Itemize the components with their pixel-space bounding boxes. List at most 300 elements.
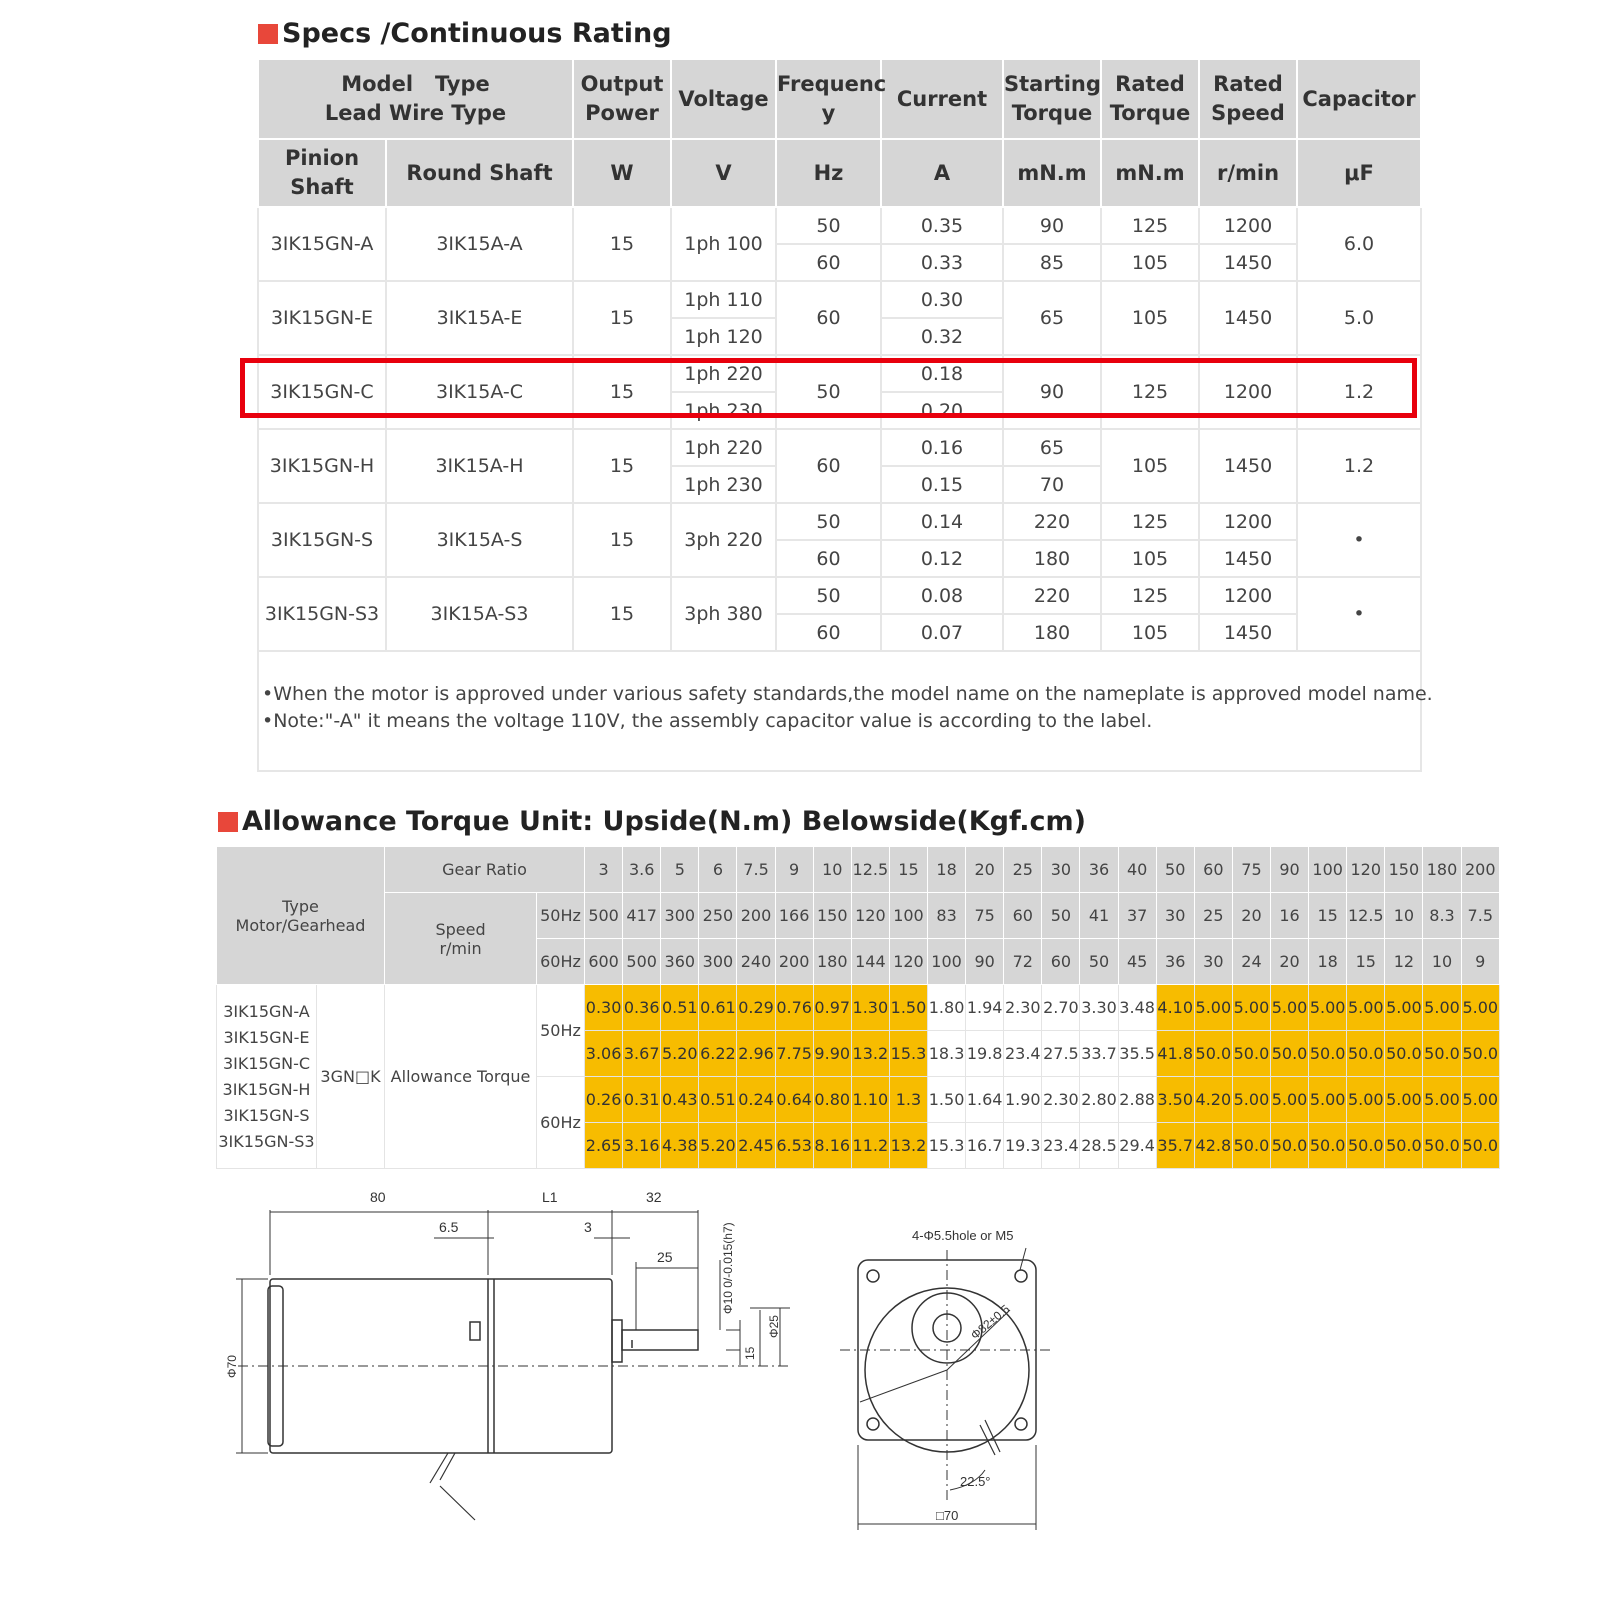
output-power-cell: 15 <box>573 355 671 429</box>
torque-value-cell: 2.30 <box>1042 1077 1080 1123</box>
gear-ratio-cell: 60 <box>1194 847 1232 893</box>
voltage-cell: 1ph 120 <box>671 318 776 355</box>
torque-value-cell: 50.0 <box>1309 1123 1347 1169</box>
dim-225-label: 22.5° <box>960 1474 991 1489</box>
hole-label: 4-Φ5.5hole or M5 <box>912 1228 1014 1243</box>
speed-60-cell: 18 <box>1309 939 1347 985</box>
rated-speed-cell: 1450 <box>1199 281 1297 355</box>
torque-value-cell: 50.0 <box>1194 1031 1232 1077</box>
gear-ratio-row <box>217 847 1500 893</box>
speed-60-cell: 10 <box>1423 939 1461 985</box>
speed-50-cell: 8.3 <box>1423 893 1461 939</box>
speed-50-cell: 20 <box>1232 893 1270 939</box>
torque-value-cell: 5.00 <box>1385 1077 1423 1123</box>
torque-value-cell: 50.0 <box>1309 1031 1347 1077</box>
gear-ratio-cell: 5 <box>661 847 699 893</box>
gear-ratio-cell: 9 <box>775 847 813 893</box>
torque-value-cell: 15.3 <box>928 1123 966 1169</box>
rated-speed-cell: 1450 <box>1199 540 1297 577</box>
capacitor-cell: 1.2 <box>1297 429 1421 503</box>
speed-60-cell: 15 <box>1347 939 1385 985</box>
torque-value-cell: 1.80 <box>928 985 966 1031</box>
current-cell: 0.15 <box>881 466 1003 503</box>
speed-50-cell: 166 <box>775 893 813 939</box>
torque-value-cell: 0.51 <box>661 985 699 1031</box>
unit-w: W <box>573 139 671 207</box>
motor-type-item: 3IK15GN-C <box>222 1053 311 1073</box>
torque-value-cell: 50.0 <box>1423 1123 1461 1169</box>
frequency-header: Frequenc y <box>776 59 881 139</box>
gear-ratio-cell: 100 <box>1309 847 1347 893</box>
torque-value-cell: 0.76 <box>775 985 813 1031</box>
voltage-cell: 1ph 230 <box>671 466 776 503</box>
rated-speed-cell: 1200 <box>1199 207 1297 244</box>
round-shaft-cell: 3IK15A-S <box>386 503 573 577</box>
starting-torque-cell: 180 <box>1003 540 1101 577</box>
speed-50-cell: 200 <box>737 893 775 939</box>
allowance-torque-label: Allowance Torque <box>385 985 537 1169</box>
voltage-cell: 3ph 380 <box>671 577 776 651</box>
output-power-cell: 15 <box>573 207 671 281</box>
torque-value-cell: 1.50 <box>889 985 927 1031</box>
speed-50-cell: 30 <box>1156 893 1194 939</box>
motor-type-item: 3IK15GN-A <box>223 1001 310 1021</box>
torque-value-cell: 7.75 <box>775 1031 813 1077</box>
speed-60-cell: 30 <box>1194 939 1232 985</box>
unit-starting-torque: mN.m <box>1003 139 1101 207</box>
spec-header-row-2 <box>258 139 1421 207</box>
torque-value-cell: 0.26 <box>585 1077 623 1123</box>
torque-row <box>217 985 1500 1031</box>
rated-speed-cell: 1200 <box>1199 503 1297 540</box>
output-power-cell: 15 <box>573 281 671 355</box>
current-cell: 0.20 <box>881 392 1003 429</box>
starting-torque-cell: 180 <box>1003 614 1101 651</box>
speed-60-cell: 180 <box>813 939 851 985</box>
rated-torque-cell: 105 <box>1101 429 1199 503</box>
speed-60-cell: 12 <box>1385 939 1423 985</box>
dim-sq70-label: □70 <box>936 1508 959 1523</box>
rated-torque-cell: 125 <box>1101 207 1199 244</box>
torque-value-cell: 0.24 <box>737 1077 775 1123</box>
title-square-icon <box>218 812 238 832</box>
torque-value-cell: 5.00 <box>1194 985 1232 1031</box>
torque-value-cell: 6.53 <box>775 1123 813 1169</box>
torque-value-cell: 2.30 <box>1004 985 1042 1031</box>
output-power-cell: 15 <box>573 429 671 503</box>
torque-value-cell: 5.20 <box>661 1031 699 1077</box>
unit-uf: μF <box>1297 139 1421 207</box>
torque-value-cell: 15.3 <box>889 1031 927 1077</box>
torque-value-cell: 18.3 <box>928 1031 966 1077</box>
pinion-shaft-cell: 3IK15GN-A <box>258 207 386 281</box>
torque-value-cell: 0.31 <box>623 1077 661 1123</box>
torque-value-cell: 3.48 <box>1118 985 1156 1031</box>
unit-v: V <box>671 139 776 207</box>
speed-50-cell: 150 <box>813 893 851 939</box>
rated-torque-cell: 105 <box>1101 244 1199 281</box>
note-1: •When the motor is approved under various safety standards,the model name on the nameplate is approved model name. <box>262 683 1433 705</box>
dim-80-label: 80 <box>370 1190 386 1205</box>
torque-value-cell: 35.5 <box>1118 1031 1156 1077</box>
rated-torque-cell: 125 <box>1101 503 1199 540</box>
torque-table-body <box>217 847 1500 1169</box>
torque-value-cell: 5.00 <box>1423 985 1461 1031</box>
speed-50-cell: 41 <box>1080 893 1118 939</box>
voltage-cell: 1ph 220 <box>671 429 776 466</box>
voltage-cell: 1ph 220 <box>671 355 776 392</box>
torque-value-cell: 3.67 <box>623 1031 661 1077</box>
unit-hz: Hz <box>776 139 881 207</box>
speed-50-cell: 500 <box>585 893 623 939</box>
rated-speed-cell: 1200 <box>1199 355 1297 429</box>
torque-value-cell: 29.4 <box>1118 1123 1156 1169</box>
starting-torque-cell: 65 <box>1003 281 1101 355</box>
current-cell: 0.30 <box>881 281 1003 318</box>
torque-value-cell: 0.51 <box>699 1077 737 1123</box>
frequency-cell: 60 <box>776 281 881 355</box>
gear-ratio-cell: 15 <box>889 847 927 893</box>
torque-value-cell: 41.8 <box>1156 1031 1194 1077</box>
pinion-shaft-cell: 3IK15GN-S <box>258 503 386 577</box>
torque-value-cell: 5.00 <box>1309 1077 1347 1123</box>
current-cell: 0.33 <box>881 244 1003 281</box>
torque-value-cell: 1.90 <box>1004 1077 1042 1123</box>
torque-value-cell: 0.80 <box>813 1077 851 1123</box>
torque-value-cell: 0.30 <box>585 985 623 1031</box>
unit-a: A <box>881 139 1003 207</box>
torque-value-cell: 50.0 <box>1271 1123 1309 1169</box>
torque-value-cell: 50.0 <box>1461 1031 1499 1077</box>
capacitor-cell: 1.2 <box>1297 355 1421 429</box>
output-power-cell: 15 <box>573 503 671 577</box>
torque-value-cell: 5.00 <box>1309 985 1347 1031</box>
voltage-cell: 3ph 220 <box>671 503 776 577</box>
torque-value-cell: 2.65 <box>585 1123 623 1169</box>
torque-value-cell: 0.36 <box>623 985 661 1031</box>
frequency-cell: 50 <box>776 207 881 244</box>
torque-value-cell: 5.00 <box>1347 985 1385 1031</box>
torque-value-cell: 9.90 <box>813 1031 851 1077</box>
starting-torque-cell: 90 <box>1003 207 1101 244</box>
current-cell: 0.16 <box>881 429 1003 466</box>
spec-row <box>258 355 1421 392</box>
torque-value-cell: 11.2 <box>851 1123 889 1169</box>
starting-torque-cell: 220 <box>1003 503 1101 540</box>
type-header-line1: Type <box>282 896 319 916</box>
starting-torque-header: Starting Torque <box>1003 59 1101 139</box>
speed-60-cell: 45 <box>1118 939 1156 985</box>
torque-value-cell: 3.50 <box>1156 1077 1194 1123</box>
pinion-shaft-header: Pinion Shaft <box>258 139 386 207</box>
spec-header-row-1 <box>258 59 1421 139</box>
dimension-drawing <box>0 1190 1100 1570</box>
gear-ratio-cell: 50 <box>1156 847 1194 893</box>
pinion-shaft-cell: 3IK15GN-E <box>258 281 386 355</box>
speed-60-cell: 500 <box>623 939 661 985</box>
speed-label: Speed r/min <box>385 893 537 985</box>
speed-50-cell: 60 <box>1004 893 1042 939</box>
dim-l1-label: L1 <box>542 1190 558 1205</box>
gear-ratio-cell: 75 <box>1232 847 1270 893</box>
torque-value-cell: 5.00 <box>1271 1077 1309 1123</box>
torque-60hz-label: 60Hz <box>537 1077 585 1169</box>
dim-65-label: 6.5 <box>439 1219 459 1235</box>
spec-table <box>257 58 1422 652</box>
torque-value-cell: 0.43 <box>661 1077 699 1123</box>
torque-value-cell: 2.45 <box>737 1123 775 1169</box>
torque-value-cell: 5.00 <box>1461 985 1499 1031</box>
torque-value-cell: 5.00 <box>1423 1077 1461 1123</box>
torque-value-cell: 16.7 <box>966 1123 1004 1169</box>
gear-ratio-cell: 12.5 <box>851 847 889 893</box>
rated-torque-cell: 105 <box>1101 614 1199 651</box>
starting-torque-cell: 65 <box>1003 429 1101 466</box>
speed-60-cell: 120 <box>889 939 927 985</box>
speed-50-cell: 417 <box>623 893 661 939</box>
dim-phi10-label: Φ10 0/-0.015(h7) <box>721 1222 735 1314</box>
current-cell: 0.07 <box>881 614 1003 651</box>
speed-60-cell: 600 <box>585 939 623 985</box>
torque-value-cell: 2.70 <box>1042 985 1080 1031</box>
torque-value-cell: 5.00 <box>1271 985 1309 1031</box>
capacitor-cell: • <box>1297 577 1421 651</box>
frequency-cell: 60 <box>776 429 881 503</box>
speed-50-cell: 12.5 <box>1347 893 1385 939</box>
gear-ratio-cell: 36 <box>1080 847 1118 893</box>
dim-phi70-label: Φ70 <box>225 1355 239 1378</box>
torque-value-cell: 1.30 <box>851 985 889 1031</box>
current-cell: 0.32 <box>881 318 1003 355</box>
rated-speed-cell: 1450 <box>1199 614 1297 651</box>
capacitor-cell: • <box>1297 503 1421 577</box>
output-power-cell: 15 <box>573 577 671 651</box>
torque-value-cell: 4.20 <box>1194 1077 1232 1123</box>
speed-60-cell: 144 <box>851 939 889 985</box>
voltage-cell: 1ph 100 <box>671 207 776 281</box>
voltage-cell: 1ph 110 <box>671 281 776 318</box>
motor-type-item: 3IK15GN-E <box>223 1027 310 1047</box>
torque-value-cell: 2.88 <box>1118 1077 1156 1123</box>
torque-value-cell: 5.00 <box>1232 985 1270 1031</box>
unit-rated-torque: mN.m <box>1101 139 1199 207</box>
torque-value-cell: 3.16 <box>623 1123 661 1169</box>
pinion-shaft-cell: 3IK15GN-C <box>258 355 386 429</box>
capacitor-cell: 6.0 <box>1297 207 1421 281</box>
round-shaft-cell: 3IK15A-C <box>386 355 573 429</box>
torque-value-cell: 3.30 <box>1080 985 1118 1031</box>
gear-ratio-cell: 40 <box>1118 847 1156 893</box>
dim-phi82-label: Φ82±0.5 <box>967 1301 1013 1343</box>
torque-50hz-label: 50Hz <box>537 985 585 1077</box>
torque-value-cell: 0.64 <box>775 1077 813 1123</box>
gear-ratio-cell: 25 <box>1004 847 1042 893</box>
speed-50-cell: 300 <box>661 893 699 939</box>
torque-value-cell: 28.5 <box>1080 1123 1118 1169</box>
current-cell: 0.08 <box>881 577 1003 614</box>
torque-value-cell: 4.38 <box>661 1123 699 1169</box>
rated-torque-cell: 125 <box>1101 355 1199 429</box>
speed-60-cell: 240 <box>737 939 775 985</box>
speed-60-cell: 100 <box>928 939 966 985</box>
torque-value-cell: 0.61 <box>699 985 737 1031</box>
rated-torque-cell: 105 <box>1101 281 1199 355</box>
spec-section-title <box>258 18 672 49</box>
torque-value-cell: 50.0 <box>1461 1123 1499 1169</box>
torque-value-cell: 5.00 <box>1461 1077 1499 1123</box>
torque-value-cell: 8.16 <box>813 1123 851 1169</box>
spec-row <box>258 281 1421 318</box>
current-cell: 0.12 <box>881 540 1003 577</box>
speed-50-cell: 100 <box>889 893 927 939</box>
frequency-cell: 50 <box>776 355 881 429</box>
torque-value-cell: 50.0 <box>1347 1123 1385 1169</box>
dim-3-label: 3 <box>584 1219 592 1235</box>
gear-ratio-cell: 10 <box>813 847 851 893</box>
pinion-shaft-cell: 3IK15GN-S3 <box>258 577 386 651</box>
round-shaft-cell: 3IK15A-H <box>386 429 573 503</box>
dim-25-label: 25 <box>657 1249 673 1265</box>
speed-50-cell: 37 <box>1118 893 1156 939</box>
gear-ratio-cell: 6 <box>699 847 737 893</box>
torque-section-title <box>218 806 1086 837</box>
speed-50-cell: 250 <box>699 893 737 939</box>
torque-value-cell: 2.80 <box>1080 1077 1118 1123</box>
rated-torque-header: Rated Torque <box>1101 59 1199 139</box>
torque-value-cell: 42.8 <box>1194 1123 1232 1169</box>
torque-value-cell: 33.7 <box>1080 1031 1118 1077</box>
torque-value-cell: 4.10 <box>1156 985 1194 1031</box>
speed-50-cell: 15 <box>1309 893 1347 939</box>
frequency-cell: 60 <box>776 244 881 281</box>
speed-60-cell: 200 <box>775 939 813 985</box>
speed-50-row <box>217 893 1500 939</box>
starting-torque-cell: 220 <box>1003 577 1101 614</box>
torque-value-cell: 23.4 <box>1042 1123 1080 1169</box>
gear-ratio-cell: 180 <box>1423 847 1461 893</box>
gear-ratio-cell: 150 <box>1385 847 1423 893</box>
torque-value-cell: 6.22 <box>699 1031 737 1077</box>
rated-speed-cell: 1200 <box>1199 577 1297 614</box>
torque-value-cell: 23.4 <box>1004 1031 1042 1077</box>
spec-title-text: Specs /Continuous Rating <box>282 18 672 49</box>
torque-value-cell: 0.29 <box>737 985 775 1031</box>
current-cell: 0.14 <box>881 503 1003 540</box>
frequency-cell: 60 <box>776 540 881 577</box>
torque-value-cell: 1.50 <box>928 1077 966 1123</box>
dim-phi25-label: Φ25 <box>767 1315 781 1338</box>
current-cell: 0.35 <box>881 207 1003 244</box>
torque-value-cell: 0.97 <box>813 985 851 1031</box>
rated-speed-cell: 1450 <box>1199 429 1297 503</box>
torque-value-cell: 19.8 <box>966 1031 1004 1077</box>
speed-60-cell: 36 <box>1156 939 1194 985</box>
torque-value-cell: 27.5 <box>1042 1031 1080 1077</box>
spec-row <box>258 429 1421 466</box>
dim-15-label: 15 <box>743 1346 757 1360</box>
starting-torque-cell: 90 <box>1003 355 1101 429</box>
torque-value-cell: 50.0 <box>1347 1031 1385 1077</box>
spec-row <box>258 207 1421 244</box>
torque-value-cell: 13.2 <box>851 1031 889 1077</box>
speed-60-cell: 20 <box>1271 939 1309 985</box>
torque-value-cell: 5.20 <box>699 1123 737 1169</box>
speed-50-cell: 25 <box>1194 893 1232 939</box>
gear-ratio-cell: 120 <box>1347 847 1385 893</box>
type-header-line2: Motor/Gearhead <box>235 915 366 935</box>
starting-torque-cell: 70 <box>1003 466 1101 503</box>
note-2: •Note:"-A" it means the voltage 110V, the assembly capacitor value is according to the label. <box>262 710 1153 732</box>
capacitor-cell: 5.0 <box>1297 281 1421 355</box>
torque-value-cell: 50.0 <box>1271 1031 1309 1077</box>
round-shaft-cell: 3IK15A-A <box>386 207 573 281</box>
round-shaft-cell: 3IK15A-S3 <box>386 577 573 651</box>
pinion-shaft-cell: 3IK15GN-H <box>258 429 386 503</box>
torque-value-cell: 50.0 <box>1385 1031 1423 1077</box>
motor-type-item: 3IK15GN-H <box>222 1079 311 1099</box>
torque-value-cell: 50.0 <box>1385 1123 1423 1169</box>
spec-table-body <box>258 207 1421 651</box>
round-shaft-header: Round Shaft <box>386 139 573 207</box>
motor-type-list <box>217 985 317 1169</box>
torque-value-cell: 5.00 <box>1385 985 1423 1031</box>
motor-type-item: 3IK15GN-S3 <box>218 1131 315 1151</box>
speed-60-cell: 60 <box>1042 939 1080 985</box>
gear-ratio-cell: 30 <box>1042 847 1080 893</box>
gear-ratio-cell: 20 <box>966 847 1004 893</box>
torque-value-cell: 13.2 <box>889 1123 927 1169</box>
torque-value-cell: 1.94 <box>966 985 1004 1031</box>
torque-value-cell: 19.3 <box>1004 1123 1042 1169</box>
torque-value-cell: 5.00 <box>1347 1077 1385 1123</box>
frequency-cell: 60 <box>776 614 881 651</box>
speed-60-cell: 72 <box>1004 939 1042 985</box>
torque-value-cell: 1.64 <box>966 1077 1004 1123</box>
starting-torque-cell: 85 <box>1003 244 1101 281</box>
speed-50-cell: 120 <box>851 893 889 939</box>
gear-ratio-cell: 18 <box>928 847 966 893</box>
capacitor-header: Capacitor <box>1297 59 1421 139</box>
gear-ratio-cell: 3.6 <box>623 847 661 893</box>
title-square-icon <box>258 24 278 44</box>
torque-table <box>216 846 1500 1169</box>
rated-torque-cell: 125 <box>1101 577 1199 614</box>
gearhead-cell: 3GN□K <box>317 985 385 1169</box>
frequency-cell: 50 <box>776 503 881 540</box>
dim-32-label: 32 <box>646 1190 662 1205</box>
speed-50-cell: 10 <box>1385 893 1423 939</box>
torque-value-cell: 50.0 <box>1232 1031 1270 1077</box>
speed-50-cell: 7.5 <box>1461 893 1499 939</box>
torque-value-cell: 3.06 <box>585 1031 623 1077</box>
motor-type-item: 3IK15GN-S <box>223 1105 310 1125</box>
voltage-cell: 1ph 230 <box>671 392 776 429</box>
speed-60-cell: 50 <box>1080 939 1118 985</box>
torque-value-cell: 1.10 <box>851 1077 889 1123</box>
torque-value-cell: 50.0 <box>1423 1031 1461 1077</box>
speed-50-cell: 16 <box>1271 893 1309 939</box>
frequency-cell: 50 <box>776 577 881 614</box>
torque-title-text: Allowance Torque Unit: Upside(N.m) Belowside(Kgf.cm) <box>242 806 1087 837</box>
rated-torque-cell: 105 <box>1101 540 1199 577</box>
speed-50-cell: 83 <box>928 893 966 939</box>
model-header: Model Type Lead Wire Type <box>258 59 573 139</box>
rated-speed-cell: 1450 <box>1199 244 1297 281</box>
torque-value-cell: 2.96 <box>737 1031 775 1077</box>
speed-60-cell: 300 <box>699 939 737 985</box>
gear-ratio-cell: 200 <box>1461 847 1499 893</box>
speed-60-cell: 360 <box>661 939 699 985</box>
